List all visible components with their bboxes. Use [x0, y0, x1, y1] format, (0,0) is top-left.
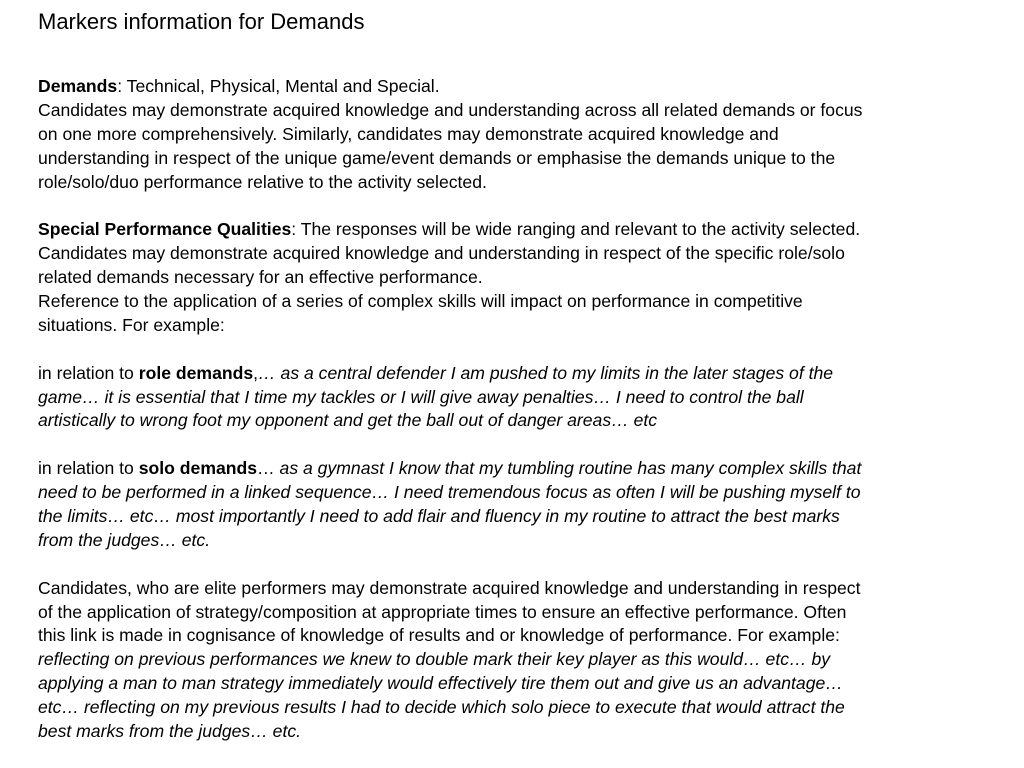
solo-demands-paragraph [38, 457, 986, 553]
demands-line-text: : Technical, Physical, Mental and Special. [117, 76, 440, 96]
special-line: Candidates may demonstrate acquired knowledge and understanding in respect of the specific role/solo [38, 243, 845, 264]
solo-demands-label: solo demands [138, 458, 258, 479]
role-line: artistically to wrong foot my opponent and get the ball out of danger areas… etc [38, 410, 658, 431]
paragraph-spacer [38, 433, 986, 457]
special-qualities-label: Special Performance Qualities [38, 219, 292, 240]
demands-line [38, 75, 986, 99]
elite-line: this link is made in cognisance of knowledge of results and or knowledge of performance. For example: [38, 625, 840, 646]
demands-line: on one more comprehensively. Similarly, candidates may demonstrate acquired knowledge and [38, 123, 779, 144]
demands-line: Candidates may demonstrate acquired knowledge and understanding across all related demands or focus [38, 99, 863, 120]
demands-line: role/solo/duo performance relative to the activity selected. [38, 171, 487, 192]
role-line-italic: … as a central defender I am pushed to my limits in the later stages of the [258, 362, 834, 383]
elite-line: applying a man to man strategy immediately would effectively tire them out and give us an advantage… [38, 673, 843, 694]
role-line: game… it is essential that I time my tackles or I will give away penalties… I need to control the ball [38, 386, 804, 407]
special-qualities-paragraph [38, 218, 986, 337]
role-line [38, 362, 986, 386]
elite-line: etc… reflecting on my previous results I had to decide which solo piece to execute that would attract the [38, 697, 845, 718]
special-line: situations. For example: [38, 314, 225, 335]
elite-line: best marks from the judges… etc. [38, 721, 302, 742]
elite-line: Candidates, who are elite performers may demonstrate acquired knowledge and understanding in respect [38, 577, 861, 598]
special-line: Reference to the application of a series of complex skills will impact on performance in competitive [38, 291, 803, 312]
page-title: Markers information for Demands [38, 9, 365, 34]
paragraph-spacer [38, 553, 986, 577]
role-comma: , [253, 362, 259, 383]
elite-performers-paragraph [38, 577, 986, 744]
role-demands-paragraph [38, 362, 986, 434]
document-body [38, 75, 986, 744]
solo-line: from the judges… etc. [38, 529, 211, 550]
solo-line: the limits… etc… most importantly I need to add flair and fluency in my routine to attract the best marks [38, 506, 840, 527]
elite-line: reflecting on previous performances we knew to double mark their key player as this would… etc… by [38, 649, 831, 670]
role-demands-label: role demands [138, 362, 254, 383]
solo-line-italic: as a gymnast I know that my tumbling routine has many complex skills that [279, 458, 862, 479]
special-line-text: : The responses will be wide ranging and relevant to the activity selected. [291, 219, 861, 240]
solo-ellipsis: … [257, 458, 280, 479]
demands-line: understanding in respect of the unique game/event demands or emphasise the demands unique to the [38, 147, 836, 168]
demands-paragraph [38, 75, 986, 194]
paragraph-spacer [38, 194, 986, 218]
solo-prefix: in relation to [38, 458, 139, 479]
special-line: related demands necessary for an effective performance. [38, 267, 483, 288]
elite-line: of the application of strategy/composition at appropriate times to ensure an effective performance. Often [38, 601, 847, 622]
paragraph-spacer [38, 338, 986, 362]
demands-label: Demands [38, 76, 118, 96]
role-prefix: in relation to [38, 362, 139, 383]
special-line [38, 218, 986, 242]
solo-line: need to be performed in a linked sequence… I need tremendous focus as often I will be pushing myself to [38, 482, 861, 503]
solo-line [38, 457, 986, 481]
